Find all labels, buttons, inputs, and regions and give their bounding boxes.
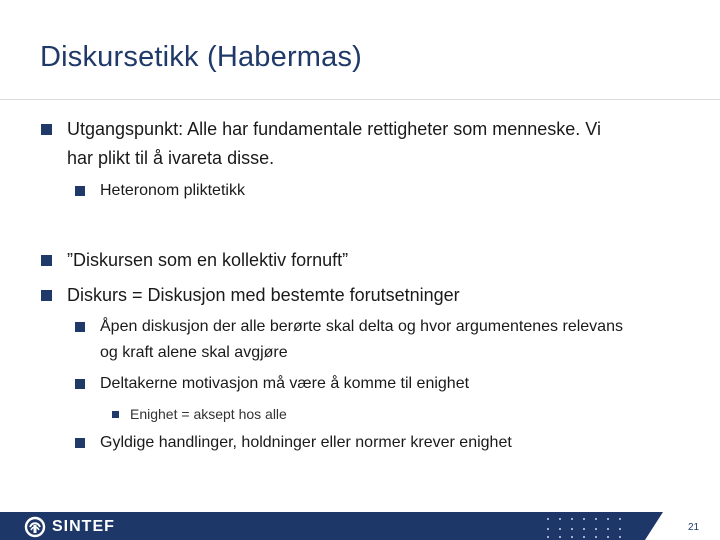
bullet-item: [130, 404, 287, 424]
bullet-item: [67, 115, 601, 173]
bullet-item: [100, 178, 245, 204]
bullet-line: Utgangspunkt: Alle har fundamentale rettigheter som menneske. Vi: [67, 119, 601, 139]
page-number: 21: [688, 522, 700, 533]
square-bullet-icon: [75, 186, 85, 196]
bullet-line: Åpen diskusjon der alle berørte skal delta og hvor argumentenes relevans: [100, 318, 623, 335]
square-bullet-icon: [75, 322, 85, 332]
bullet-line: og kraft alene skal avgjøre: [100, 344, 288, 361]
square-bullet-icon: [41, 290, 52, 301]
bullet-item: [100, 430, 512, 456]
bullet-line: Deltakerne motivasjon må være å komme til enighet: [100, 375, 470, 392]
square-bullet-icon: [41, 255, 52, 266]
bullet-item: [67, 281, 460, 310]
footer-dot-pattern: [545, 516, 625, 540]
slide-title: Diskursetikk (Habermas): [40, 41, 363, 73]
square-bullet-icon: [41, 124, 52, 135]
square-bullet-icon: [75, 438, 85, 448]
bullet-line: Enighet = aksept hos alle: [130, 406, 287, 422]
bullet-line: Heteronom pliktetikk: [100, 182, 245, 199]
title-divider: [0, 99, 720, 100]
bullet-item: [67, 246, 348, 275]
bullet-item: [100, 314, 623, 366]
bullet-line: Diskurs = Diskusjon med bestemte forutsetninger: [67, 285, 460, 305]
square-bullet-icon: [112, 411, 119, 418]
bullet-line: Gyldige handlinger, holdninger eller normer krever enighet: [100, 434, 512, 451]
bullet-line: har plikt til å ivareta disse.: [67, 148, 275, 168]
square-bullet-icon: [75, 379, 85, 389]
sintef-logo: [24, 516, 115, 538]
logo-text: SINTEF: [52, 518, 115, 535]
bullet-item: [100, 371, 469, 397]
sintef-swirl-icon: [24, 516, 46, 538]
bullet-line: ”Diskursen som en kollektiv fornuft”: [67, 250, 349, 270]
